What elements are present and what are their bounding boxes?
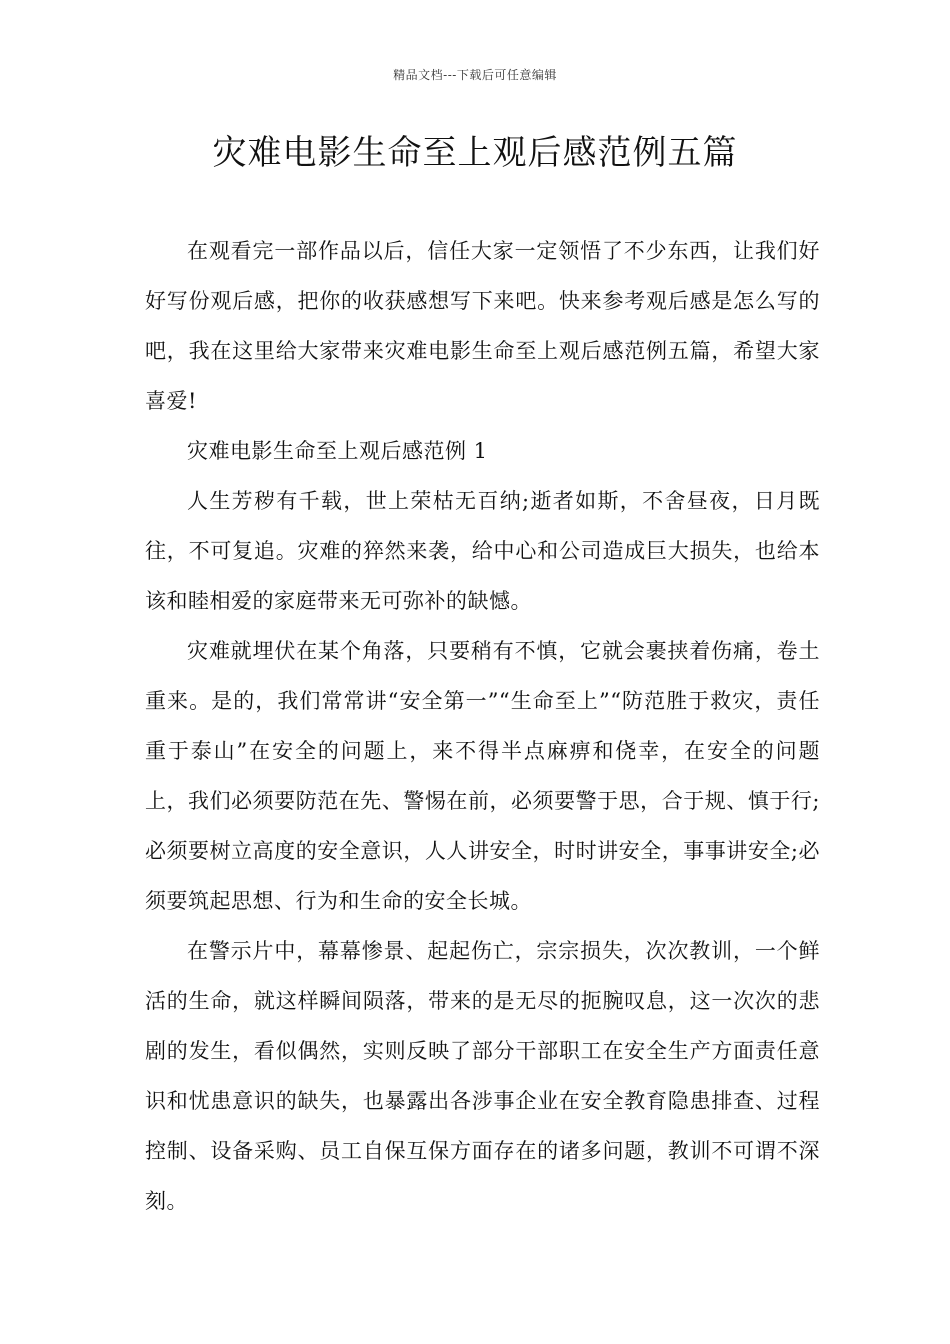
header-note: 精品文档---下载后可任意编辑 — [393, 68, 557, 82]
document-body — [145, 226, 820, 1226]
paragraph: 人生芳秽有千载，世上荣枯无百纳;逝者如斯，不舍昼夜，日月既往，不可复追。灾难的猝然来袭，给中心和公司造成巨大损失，也给本该和睦相爱的家庭带来无可弥补的缺憾。 — [145, 489, 820, 613]
paragraph-intro: 在观看完一部作品以后，信任大家一定领悟了不少东西，让我们好好写份观后感，把你的收获感想写下来吧。快来参考观后感是怎么写的吧，我在这里给大家带来灾难电影生命至上观后感范例五篇，希望大家喜爱! — [145, 239, 820, 413]
section-heading: 灾难电影生命至上观后感范例 1 — [187, 439, 488, 463]
document-title: 灾难电影生命至上观后感范例五篇 — [212, 133, 738, 173]
paragraph: 灾难就埋伏在某个角落，只要稍有不慎，它就会裹挟着伤痛，卷土重来。是的，我们常常讲“安全第一”“生命至上”“防范胜于救灾，责任重于泰山”在安全的问题上，来不得半点麻痹和侥幸，在安全的问题上，我们必须要防范在先、警惕在前，必须要警于思，合于规、慎于行;必须要树立高度的安全意识，人人讲安全，时时讲安全，事事讲安全;必须要筑起思想、行为和生命的安全长城。 — [145, 639, 820, 913]
paragraph: 在警示片中，幕幕惨景、起起伤亡，宗宗损失，次次教训，一个鲜活的生命，就这样瞬间陨落，带来的是无尽的扼腕叹息，这一次次的悲剧的发生，看似偶然，实则反映了部分干部职工在安全生产方面责任意识和忧患意识的缺失，也暴露出各涉事企业在安全教育隐患排查、过程控制、设备采购、员工自保互保方面存在的诸多问题，教训不可谓不深刻。 — [145, 939, 820, 1213]
